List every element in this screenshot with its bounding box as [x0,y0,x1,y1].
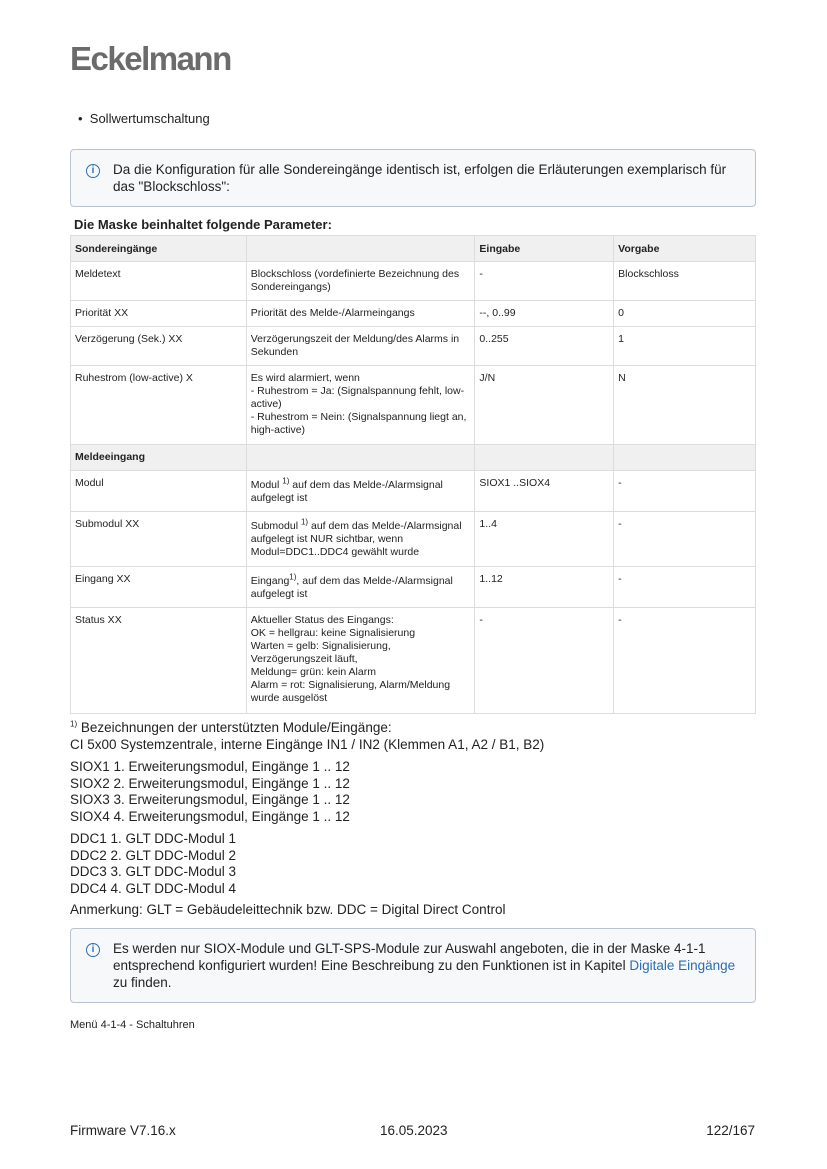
table-row [71,471,756,512]
table-cell: Priorität XX [71,301,247,327]
table-cell: Modul [71,471,247,512]
table-row [71,327,756,366]
siox-line: SIOX2 2. Erweiterungsmodul, Eingänge 1 .. 12 [70,775,350,791]
menu-caption: Menü 4-1-4 - Schaltuhren [70,1019,195,1031]
table-cell: N [614,366,756,445]
table-cell: - [614,567,756,608]
table-cell: Blockschloss (vordefinierte Bezeichnung des Sondereingangs) [246,262,475,301]
table-cell: - [614,471,756,512]
table-cell: Status XX [71,608,247,714]
info-note [70,149,756,207]
siox-line: SIOX4 4. Erweiterungsmodul, Eingänge 1 .. 12 [70,808,350,824]
table-cell: SIOX1 ..SIOX4 [475,471,614,512]
table-header-row [71,236,756,262]
table-cell: Es wird alarmiert, wenn - Ruhestrom = Ja: (Signalspannung fehlt, low-active) - Ruhestrom = Nein: (Signalspannung liegt an, high-active) [246,366,475,445]
footnote-title: Bezeichnungen der unterstützten Module/Eingänge: [77,720,392,735]
table-cell: Aktueller Status des Eingangs: OK = hellgrau: keine Signalisierung Warten = gelb: Signalisierung, Verzögerungszeit läuft, Meldung= grün: kein Alarm Alarm = rot: Signalisierung, Alarm/Meldung wurde ausgelöst [246,608,475,714]
parameter-table [70,235,756,714]
info-note-2 [70,928,756,1003]
siox-line: SIOX3 3. Erweiterungsmodul, Eingänge 1 .. 12 [70,792,350,807]
note-text: Da die Konfiguration für alle Sondereingänge identisch ist, erfolgen die Erläuterungen exemplarisch für das "Blockschloss": [113,162,727,194]
column-header: Vorgabe [614,236,756,262]
footnote-remark: Anmerkung: GLT = Gebäudeleittechnik bzw. DDC = Digital Direct Control [70,902,506,917]
bullet-item: • Sollwertumschaltung [78,111,210,126]
table-cell: Priorität des Melde-/Alarmeingangs [246,301,475,327]
column-header [246,236,475,262]
info-icon: i [86,164,100,178]
bullet-text: Sollwertumschaltung [89,111,210,126]
footer-date: 16.05.2023 [380,1123,448,1138]
note-text-end: zu finden. [113,975,172,990]
table-cell: - [475,608,614,714]
siox-line: SIOX1 1. Erweiterungsmodul, Eingänge 1 .. 12 [70,759,350,774]
section-label: Meldeeingang [71,445,247,471]
table-cell: Meldetext [71,262,247,301]
table-row [71,608,756,714]
table-cell: Submodul $^{1)}$ auf dem das Melde-/Alarmsignal aufgelegt ist NUR sichtbar, wenn Modul=DDC1..DDC4 gewählt wurde [246,512,475,567]
table-row [71,262,756,301]
table-cell: Ruhestrom (low-active) X [71,366,247,445]
ddc-line: DDC2 2. GLT DDC-Modul 2 [70,847,237,863]
ddc-line: DDC1 1. GLT DDC-Modul 1 [70,831,237,846]
table-cell: 1..4 [475,512,614,567]
table-cell: - [614,608,756,714]
table-cell: 1..12 [475,567,614,608]
table-row [71,301,756,327]
ddc-line: DDC4 4. GLT DDC-Modul 4 [70,880,237,896]
table-cell: 1 [614,327,756,366]
table-cell: - [475,262,614,301]
footnote [70,720,544,919]
table-cell: --, 0..99 [475,301,614,327]
table-row [71,567,756,608]
info-icon: i [86,943,100,957]
footer-page: 122/167 [706,1123,755,1138]
footnote-marker: 1) [70,719,78,729]
table-cell: Verzögerungszeit der Meldung/des Alarms in Sekunden [246,327,475,366]
column-header: Sondereingänge [71,236,247,262]
eckelmann-logo: Eckelmann [70,40,231,77]
link-digitale-eingaenge[interactable]: Digitale Eingänge [629,958,736,973]
ddc-line: DDC3 3. GLT DDC-Modul 3 [70,864,237,879]
table-cell: J/N [475,366,614,445]
footer-firmware: Firmware V7.16.x [70,1123,176,1138]
section-row [71,445,756,471]
table-cell: Verzögerung (Sek.) XX [71,327,247,366]
column-header: Eingabe [475,236,614,262]
table-row [71,512,756,567]
footnote-line: CI 5x00 Systemzentrale, interne Eingänge IN1 / IN2 (Klemmen A1, A2 / B1, B2) [70,736,545,752]
table-cell: - [614,512,756,567]
table-cell: 0..255 [475,327,614,366]
note-text: Es werden nur SIOX-Module und GLT-SPS-Module zur Auswahl angeboten, die in der Maske 4-1-1 entsprechend konfiguriert wurden! Eine Beschreibung zu den Funktionen ist in Kapitel [113,941,706,973]
section-heading: Die Maske beinhaltet folgende Parameter: [74,217,332,232]
table-row [71,366,756,445]
table-cell: Eingang$^{1)}$, auf dem das Melde-/Alarmsignal aufgelegt ist [246,567,475,608]
table-cell: Blockschloss [614,262,756,301]
table-cell: Modul $^{1)}$ auf dem das Melde-/Alarmsignal aufgelegt ist [246,471,475,512]
table-cell: 0 [614,301,756,327]
table-cell: Submodul XX [71,512,247,567]
table-cell: Eingang XX [71,567,247,608]
